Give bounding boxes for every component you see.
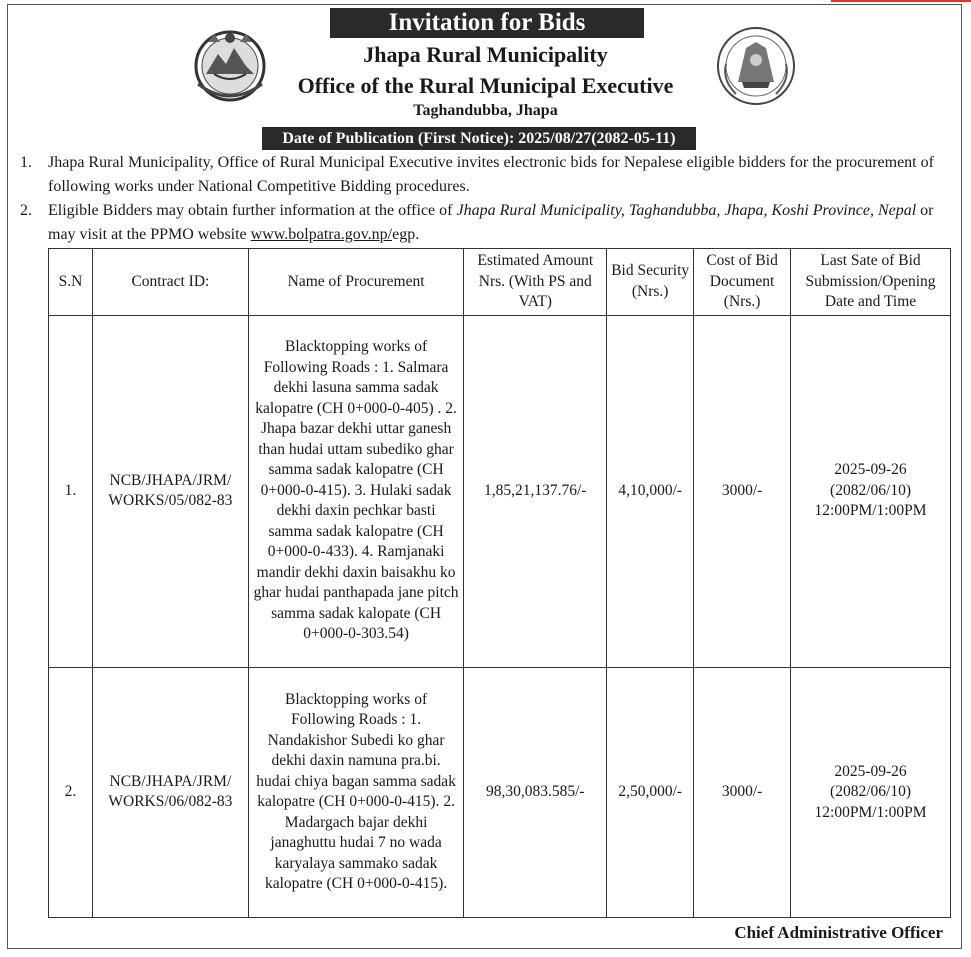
office-address: Jhapa Rural Municipality, Taghandubba, Jhapa, Koshi Province, Nepal	[456, 202, 917, 219]
table-header-row	[49, 249, 951, 316]
cell-amount: 98,30,083.585/-	[464, 667, 607, 918]
paragraph-number: 2.	[20, 202, 32, 219]
cell-security: 2,50,000/-	[607, 667, 694, 918]
col-header-sn: S.N	[49, 249, 93, 316]
cell-security: 4,10,000/-	[607, 315, 694, 667]
ppmo-link[interactable]: www.bolpatra.gov.np/	[250, 226, 393, 243]
publication-date: Date of Publication (First Notice): 2025/08/27(2082-05-11)	[262, 127, 696, 150]
cell-amount: 1,85,21,137.76/-	[464, 315, 607, 667]
cell-date: 2025-09-26 (2082/06/10) 12:00PM/1:00PM	[791, 315, 951, 667]
table-row	[49, 667, 951, 918]
cell-sn: 2.	[49, 667, 93, 918]
location: Taghandubba, Jhapa	[413, 102, 558, 119]
cell-name: Blacktopping works of Following Roads : 1. Nandakishor Subedi ko ghar dekhi daxin namuna pra.bi. hudai chiya bagan samma sadak kalopatre (CH 0+000-0-415). 2. Madargach bajar dekhi janaghuttu hudai 7 no wada karyalaya sammako sadak kalopatre (CH 0+000-0-415).	[248, 667, 464, 918]
col-header-contract: Contract ID:	[92, 249, 248, 316]
notice-title: Invitation for Bids	[330, 8, 644, 38]
paragraph-1	[20, 151, 955, 199]
col-header-name: Name of Procurement	[248, 249, 464, 316]
table-row	[49, 315, 951, 667]
col-header-date: Last Sate of Bid Submission/Opening Date and Time	[791, 249, 951, 316]
bids-table	[48, 248, 951, 918]
cell-contract: NCB/JHAPA/JRM/ WORKS/06/082-83	[92, 667, 248, 918]
text-segment: Eligible Bidders may obtain further information at the office of	[48, 202, 457, 219]
col-header-security: Bid Security (Nrs.)	[607, 249, 694, 316]
cell-date: 2025-09-26 (2082/06/10) 12:00PM/1:00PM	[791, 667, 951, 918]
paragraph-text	[48, 199, 955, 247]
signatory: Chief Administrative Officer	[734, 923, 943, 942]
top-red-line	[831, 0, 971, 2]
text-segment: egp.	[392, 226, 420, 243]
cell-sn: 1.	[49, 315, 93, 667]
paragraph-number: 1.	[20, 154, 32, 171]
org-name: Jhapa Rural Municipality	[363, 42, 608, 67]
col-header-cost: Cost of Bid Document (Nrs.)	[694, 249, 791, 316]
cell-contract: NCB/JHAPA/JRM/ WORKS/05/082-83	[92, 315, 248, 667]
col-header-amount: Estimated Amount Nrs. (With PS and VAT)	[464, 249, 607, 316]
paragraph-2	[20, 199, 955, 247]
cell-cost: 3000/-	[694, 315, 791, 667]
cell-name: Blacktopping works of Following Roads : 1. Salmara dekhi lasuna samma sadak kalopatre (CH 0+000-0-405) . 2. Jhapa bazar dekhi uttar ganesh than hudai uttam subediko ghar samma sadak kalopatre (CH 0+000-0-415). 3. Hulaki sadak dekhi daxin pechkar basti samma sadak kalopatre (CH 0+000-0-433). 4. Ramjanaki mandir dekhi daxin baisakhu ko ghar hudai panthapada jane pitch samma sadak kalopate (CH 0+000-0-303.54)	[248, 315, 464, 667]
office-name: Office of the Rural Municipal Executive	[297, 73, 674, 98]
text-segment: or may visit at the PPMO website	[48, 202, 934, 243]
cell-cost: 3000/-	[694, 667, 791, 918]
paragraph-text: Jhapa Rural Municipality, Office of Rural Municipal Executive invites electronic bids for Nepalese eligible bidders for the procurement of following works under National Competitive Bidding procedures.	[48, 154, 934, 195]
